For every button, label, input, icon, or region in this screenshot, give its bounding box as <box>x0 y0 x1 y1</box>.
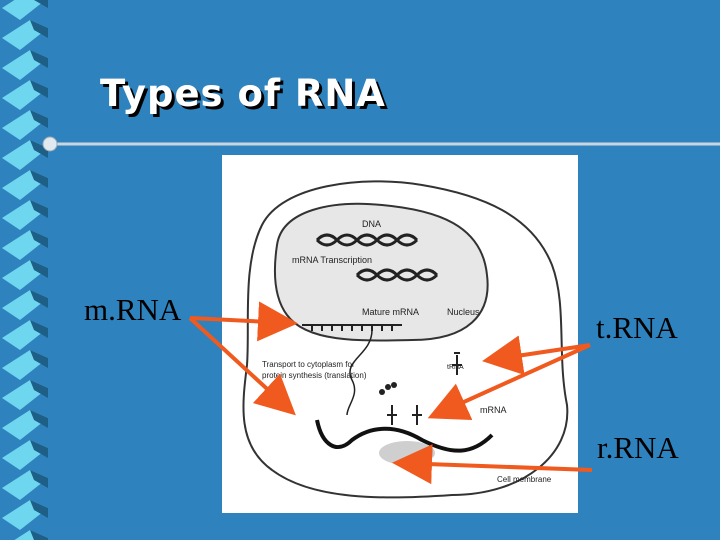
label-mrna-transcription: mRNA Transcription <box>292 255 373 265</box>
arrow-mrna-to-nucleus <box>190 318 290 323</box>
label-mrna-cytoplasm: mRNA <box>480 405 507 415</box>
label-mrna: m.RNA <box>84 292 182 327</box>
arrow-rrna <box>400 463 592 470</box>
arrow-mrna-to-cytoplasm <box>190 318 290 410</box>
slide-title: Types of RNA <box>100 72 386 115</box>
label-rrna: r.RNA <box>597 430 679 465</box>
label-dna: DNA <box>362 219 382 229</box>
label-nucleus: Nucleus <box>447 307 480 317</box>
label-transport-1: Transport to cytoplasm for <box>262 360 355 369</box>
label-mature-mrna: Mature mRNA <box>362 307 420 317</box>
label-trna-diagram: tRNA <box>447 364 464 371</box>
label-transport-2: protein synthesis (translation) <box>262 371 367 380</box>
label-cell-membrane: Cell membrane <box>497 475 552 484</box>
label-trna: t.RNA <box>596 310 678 345</box>
